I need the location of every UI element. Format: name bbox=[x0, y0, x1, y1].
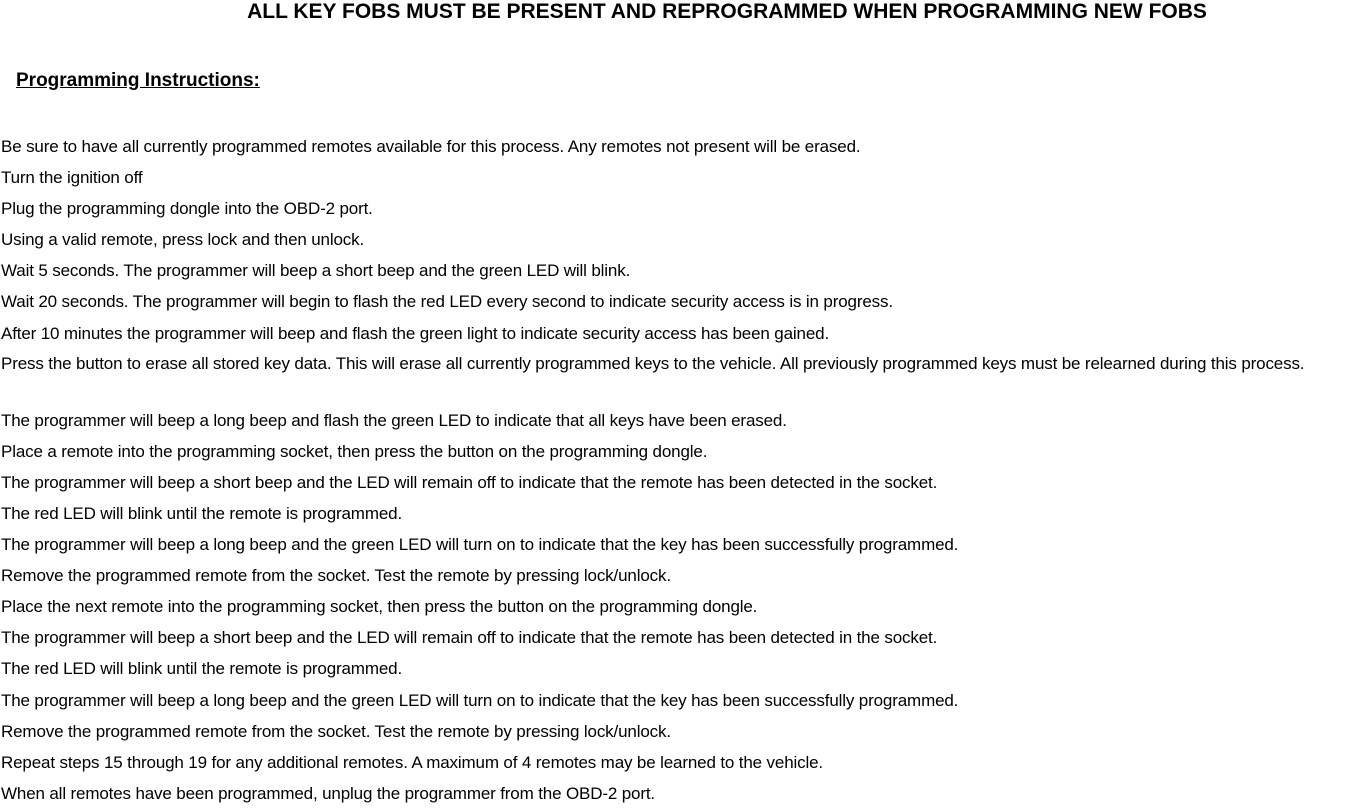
instruction-step: Using a valid remote, press lock and then unlock. bbox=[1, 230, 365, 250]
instruction-step: The red LED will blink until the remote is programmed. bbox=[1, 659, 403, 679]
instruction-step: Remove the programmed remote from the socket. Test the remote by pressing lock/unlock. bbox=[1, 566, 671, 586]
instruction-step: Be sure to have all currently programmed remotes available for this process. Any remotes not present will be erased. bbox=[1, 137, 861, 156]
instruction-step: The programmer will beep a short beep and the LED will remain off to indicate that the remote has been detected in the socket. bbox=[1, 628, 938, 648]
instruction-step: Place the next remote into the programming socket, then press the button on the programming dongle. bbox=[1, 597, 758, 617]
instruction-step: Place a remote into the programming socket, then press the button on the programming dongle. bbox=[1, 441, 708, 461]
instruction-step: Turn the ignition off bbox=[1, 168, 143, 188]
instruction-step: The programmer will beep a long beep and the green LED will turn on to indicate that the key has been successfully programmed. bbox=[1, 690, 959, 710]
instruction-step: Remove the programmed remote from the socket. Test the remote by pressing lock/unlock. bbox=[1, 721, 671, 741]
notice-heading: ALL KEY FOBS MUST BE PRESENT AND REPROGRAMMED WHEN PROGRAMMING NEW FOBS bbox=[247, 0, 1207, 23]
instruction-step: Plug the programming dongle into the OBD-2 port. bbox=[1, 199, 373, 219]
instruction-step: Repeat steps 15 through 19 for any additional remotes. A maximum of 4 remotes may be learned to the vehicle. bbox=[1, 752, 823, 772]
instruction-step: Press the button to erase all stored key data. This will erase all currently programmed keys to the vehicle. All previously programmed keys must be relearned during this process. bbox=[1, 353, 1305, 373]
section-title: Programming Instructions: bbox=[16, 70, 260, 91]
instruction-step: After 10 minutes the programmer will beep and flash the green light to indicate security access has been gained. bbox=[1, 323, 830, 343]
instruction-step: Wait 20 seconds. The programmer will begin to flash the red LED every second to indicate security access is in progress. bbox=[1, 292, 893, 312]
instruction-step: The programmer will beep a long beep and flash the green LED to indicate that all keys have been erased. bbox=[1, 410, 787, 430]
instruction-step: When all remotes have been programmed, unplug the programmer from the OBD-2 port. bbox=[1, 783, 655, 803]
instruction-step: Wait 5 seconds. The programmer will beep a short beep and the green LED will blink. bbox=[1, 261, 631, 281]
instruction-list bbox=[1, 132, 1363, 810]
instruction-step: The programmer will beep a short beep and the LED will remain off to indicate that the remote has been detected in the socket. bbox=[1, 472, 938, 492]
instruction-step: The programmer will beep a long beep and the green LED will turn on to indicate that the key has been successfully programmed. bbox=[1, 535, 959, 555]
instruction-step: The red LED will blink until the remote is programmed. bbox=[1, 503, 403, 523]
